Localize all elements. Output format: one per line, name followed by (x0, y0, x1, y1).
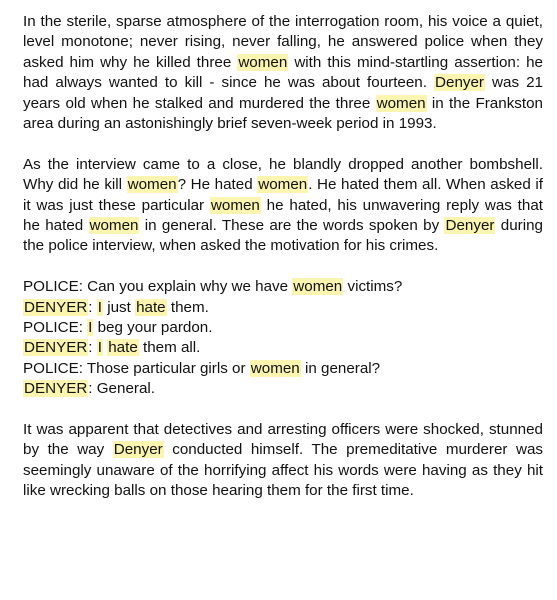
text-run: It was apparent that detectives and arresting officers were shocked, stunned by the way (23, 421, 543, 459)
highlighted-word: DENYER (24, 339, 88, 357)
paragraph-interrogation (23, 12, 543, 134)
highlighted-word: I (97, 298, 102, 316)
document-page (23, 12, 543, 502)
paragraph-closing (23, 420, 543, 502)
highlighted-word: women (238, 53, 288, 71)
transcript-line (23, 298, 543, 318)
highlighted-word: women (258, 176, 308, 194)
text-run: POLICE: Can you explain why we have (23, 278, 293, 296)
text-run: : (88, 339, 97, 357)
text-run: In the sterile, sparse atmosphere of the interrogation room, his voice a quiet, level monotone; never rising, never falling, he answered police when they asked him why he killed three (23, 13, 543, 71)
text-run: them all. (138, 339, 201, 357)
highlighted-word: women (210, 196, 260, 214)
text-run: POLICE: (23, 319, 88, 337)
highlighted-word: Denyer (113, 441, 163, 459)
text-run: : General. (88, 380, 155, 398)
paragraph-interview (23, 155, 543, 257)
text-run: ? He hated (177, 176, 258, 194)
highlighted-word: women (127, 176, 177, 194)
highlighted-word: DENYER (24, 298, 88, 316)
text-run: he hated, his unwavering reply was that he hated (23, 196, 543, 235)
highlighted-word: women (89, 217, 139, 235)
text-run: them. (166, 298, 209, 316)
text-run: . He hated them all. When asked if it was just these particular (23, 176, 544, 214)
text-run: victims? (343, 278, 403, 296)
highlighted-word: Denyer (445, 217, 495, 235)
highlighted-word: women (250, 359, 300, 377)
highlighted-word: hate (136, 298, 166, 316)
highlighted-word: I (88, 319, 93, 337)
highlighted-word: women (293, 278, 343, 296)
text-run: in the Frankston area during an astonishingly brief seven-week period in 1993. (23, 94, 543, 133)
interview-transcript (23, 277, 543, 399)
transcript-line (23, 277, 543, 297)
text-run: was 21 years old when he stalked and murdered the three (23, 74, 543, 112)
highlighted-word: women (376, 94, 426, 112)
text-run: in general? (300, 359, 381, 377)
text-run: in general. These are the words spoken by (139, 217, 445, 235)
text-run: conducted himself. The premeditative murderer was seemingly unaware of the horrifying affect his words were having as they hit like wrecking balls on those hearing them for the first time. (23, 441, 543, 500)
highlighted-word: DENYER (24, 380, 88, 398)
highlighted-word: hate (108, 339, 138, 357)
text-run: with this mind-startling assertion: he had always wanted to kill - since he was about fourteen. (23, 53, 543, 92)
highlighted-word: I (97, 339, 102, 357)
text-run: : (88, 298, 97, 316)
text-run: just (102, 298, 136, 316)
text-run: As the interview came to a close, he blandly dropped another bombshell. Why did he kill (23, 155, 543, 194)
transcript-line (23, 318, 543, 338)
transcript-line (23, 379, 543, 399)
transcript-line (23, 338, 543, 358)
text-run: beg your pardon. (93, 319, 213, 337)
text-run: POLICE: Those particular girls or (23, 359, 250, 377)
transcript-line (23, 359, 543, 379)
text-run: during the police interview, when asked the motivation for his crimes. (23, 217, 543, 255)
highlighted-word: Denyer (435, 74, 484, 92)
